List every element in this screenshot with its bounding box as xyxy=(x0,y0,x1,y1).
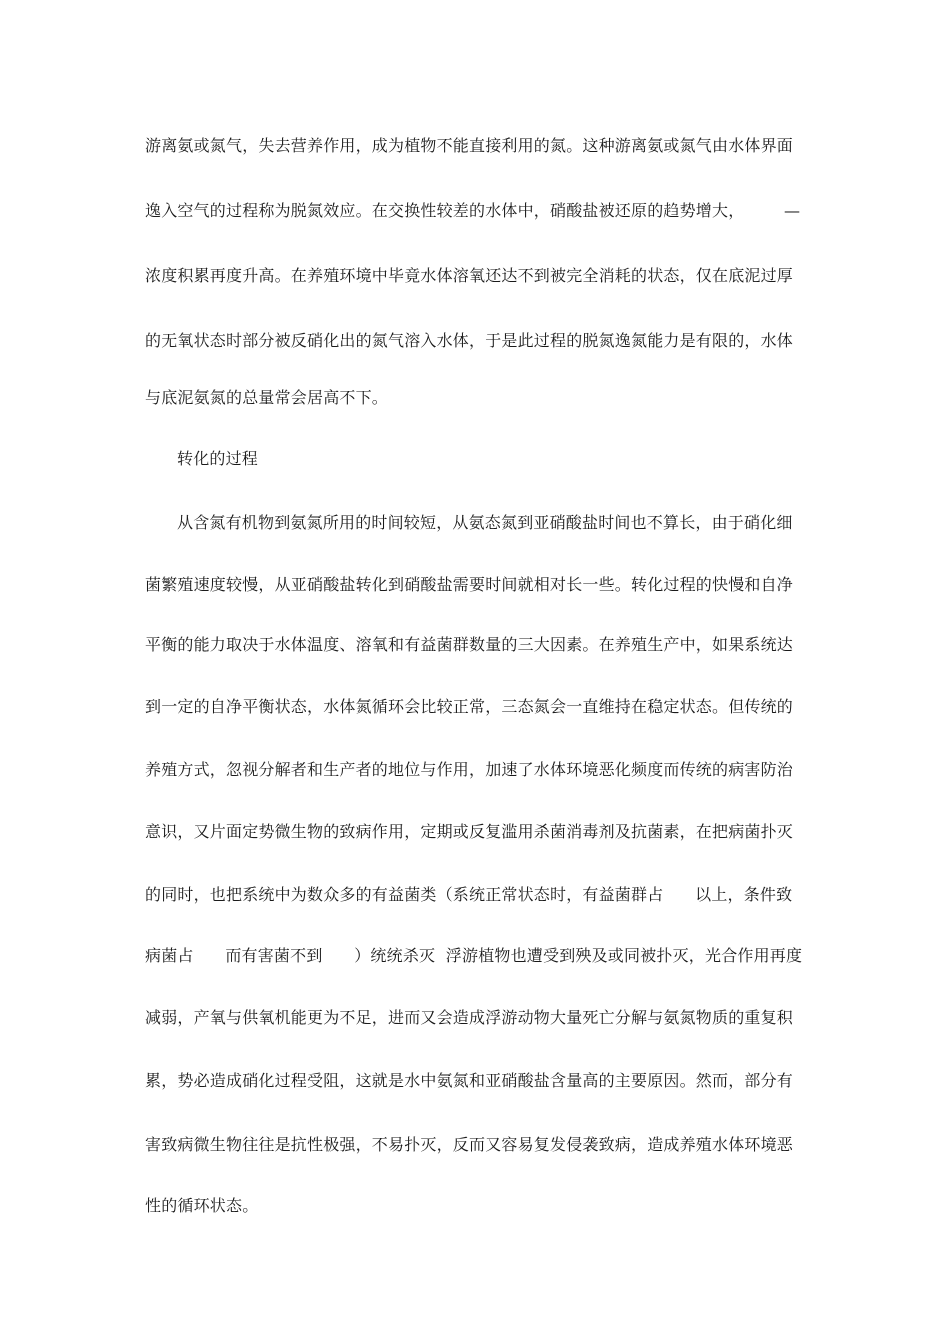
paragraph-line: 从含氮有机物到氨氮所用的时间较短，从氨态氮到亚硝酸盐时间也不算长，由于硝化细 xyxy=(177,513,793,532)
paragraph-line: 逸入空气的过程称为脱氮效应。在交换性较差的水体中，硝酸盐被还原的趋势增大， xyxy=(145,201,745,220)
dash-mark: — xyxy=(784,201,800,220)
paragraph-line: 养殖方式，忽视分解者和生产者的地位与作用，加速了水体环境恶化频度而传统的病害防治 xyxy=(145,760,794,779)
paragraph-line: 到一定的自净平衡状态，水体氮循环会比较正常，三态氮会一直维持在稳定状态。但传统的 xyxy=(145,697,794,716)
paragraph-line: 害致病微生物往往是抗性极强，不易扑灭，反而又容易复发侵袭致病，造成养殖水体环境恶 xyxy=(145,1135,794,1154)
paragraph-line: 减弱，产氧与供氧机能更为不足，进而又会造成浮游动物大量死亡分解与氨氮物质的重复积 xyxy=(145,1008,794,1027)
paragraph-line: 性的循环状态。 xyxy=(145,1196,259,1215)
paragraph-line: 游离氨或氮气，失去营养作用，成为植物不能直接利用的氮。这种游离氨或氮气由水体界面 xyxy=(145,136,794,155)
paragraph-line: 与底泥氨氮的总量常会居高不下。 xyxy=(145,388,389,407)
paragraph-line: 的无氧状态时部分被反硝化出的氮气溶入水体，于是此过程的脱氮逸氮能力是有限的，水体 xyxy=(145,331,794,350)
paragraph-line: 的同时，也把系统中为数众多的有益菌类（系统正常状态时，有益菌群占 以上，条件致 xyxy=(145,885,793,904)
paragraph-line: 菌繁殖速度较慢，从亚硝酸盐转化到硝酸盐需要时间就相对长一些。转化过程的快慢和自净 xyxy=(145,575,794,594)
paragraph-line: 累，势必造成硝化过程受阻，这就是水中氨氮和亚硝酸盐含量高的主要原因。然而，部分有 xyxy=(145,1071,794,1090)
paragraph-line: 病菌占 而有害菌不到 ）统统杀灭 浮游植物也遭受到殃及或同被扑灭，光合作用再度 xyxy=(145,946,803,965)
paragraph-line: 平衡的能力取决于水体温度、溶氧和有益菌群数量的三大因素。在养殖生产中，如果系统达 xyxy=(145,635,794,654)
paragraph-line: 浓度积累再度升高。在养殖环境中毕竟水体溶氧还达不到被完全消耗的状态，仅在底泥过厚 xyxy=(145,266,794,285)
section-heading: 转化的过程 xyxy=(177,449,259,468)
paragraph-line: 意识，又片面定势微生物的致病作用，定期或反复滥用杀菌消毒剂及抗菌素，在把病菌扑灭 xyxy=(145,822,794,841)
